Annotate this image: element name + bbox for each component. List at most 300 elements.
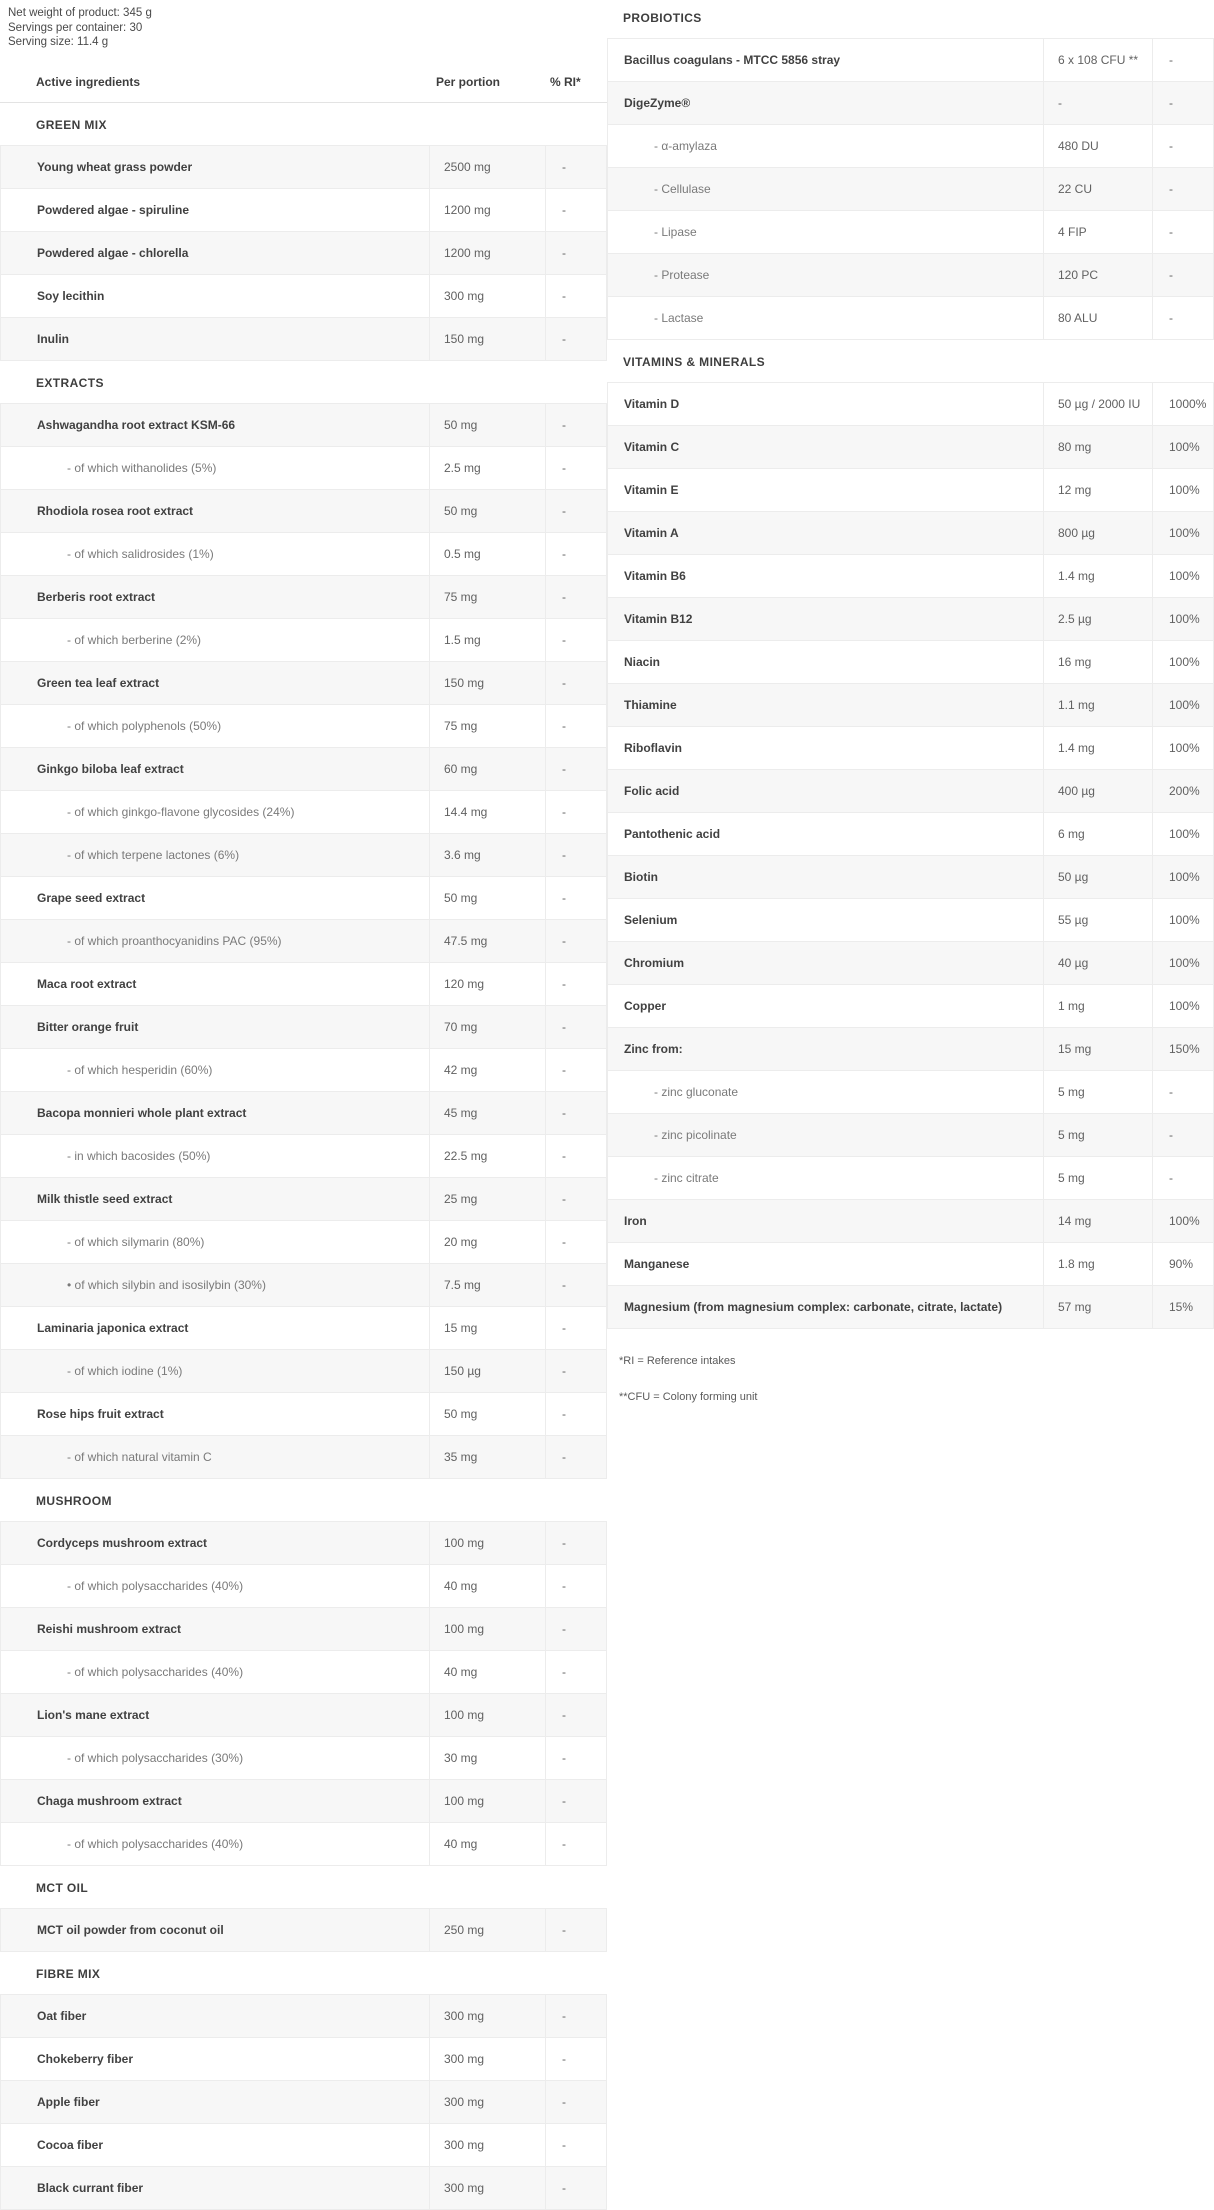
ingredient-row xyxy=(608,297,1213,340)
ingredient-ri: 100% xyxy=(1152,512,1213,554)
ingredient-ri: - xyxy=(545,1135,606,1177)
ingredient-amount: 14 mg xyxy=(1043,1200,1152,1242)
ingredient-row xyxy=(1,834,606,877)
ingredient-row xyxy=(1,490,606,533)
ingredient-amount: 1.1 mg xyxy=(1043,684,1152,726)
ingredient-row xyxy=(1,1092,606,1135)
ingredient-name: - of which natural vitamin C xyxy=(67,1449,212,1464)
ingredient-amount: 150 µg xyxy=(429,1350,545,1392)
ingredient-amount: 1.8 mg xyxy=(1043,1243,1152,1285)
ingredient-ri: - xyxy=(545,1307,606,1349)
ingredient-amount: 2500 mg xyxy=(429,146,545,188)
ingredient-name: - zinc picolinate xyxy=(654,1128,737,1142)
ingredient-ri: 100% xyxy=(1152,899,1213,941)
ingredient-name: Riboflavin xyxy=(624,741,683,755)
ingredient-amount: 55 µg xyxy=(1043,899,1152,941)
ingredient-name: Ginkgo biloba leaf extract xyxy=(37,761,184,776)
ingredient-name: Chokeberry fiber xyxy=(37,2051,134,2066)
ingredient-amount: 150 mg xyxy=(429,662,545,704)
ingredient-row xyxy=(1,1264,606,1307)
ingredient-ri: - xyxy=(545,748,606,790)
ingredient-name: Milk thistle seed extract xyxy=(37,1191,173,1206)
ingredient-row xyxy=(1,447,606,490)
ingredient-name: Magnesium (from magnesium complex: carbonate, citrate, lactate) xyxy=(624,1300,1003,1314)
ingredient-name: Zinc from: xyxy=(624,1042,683,1056)
ingredient-name: Maca root extract xyxy=(37,976,137,991)
ingredient-row xyxy=(1,1006,606,1049)
ingredient-amount: 5 mg xyxy=(1043,1157,1152,1199)
net-weight-text: Net weight of product: 345 g xyxy=(8,7,152,19)
ingredient-amount: 1200 mg xyxy=(429,189,545,231)
ingredient-name: - of which terpene lactones (6%) xyxy=(67,847,240,862)
ingredient-name: - of which proanthocyanidins PAC (95%) xyxy=(67,933,282,948)
ingredient-ri: - xyxy=(545,404,606,446)
ingredient-ri: 90% xyxy=(1152,1243,1213,1285)
ingredient-row xyxy=(1,920,606,963)
ingredient-row xyxy=(1,146,606,189)
ingredient-row xyxy=(1,877,606,920)
ingredient-row xyxy=(1,791,606,834)
ingredient-row xyxy=(608,813,1213,856)
column-header-per-portion: Per portion xyxy=(436,74,501,89)
ingredient-amount: 50 µg xyxy=(1043,856,1152,898)
ingredient-ri: - xyxy=(545,1522,606,1564)
ingredient-row xyxy=(608,426,1213,469)
footnotes xyxy=(607,1355,1214,1403)
ingredient-amount: 1.4 mg xyxy=(1043,727,1152,769)
ingredient-row xyxy=(1,576,606,619)
ingredient-ri: - xyxy=(545,1049,606,1091)
ingredient-ri: - xyxy=(545,275,606,317)
ingredient-ri: - xyxy=(545,1651,606,1693)
ingredient-name: Ashwagandha root extract KSM-66 xyxy=(37,417,236,432)
ingredient-amount: 80 mg xyxy=(1043,426,1152,468)
ingredient-name: - of which ginkgo-flavone glycosides (24%) xyxy=(67,804,295,819)
ingredient-row xyxy=(608,899,1213,942)
ingredient-ri: - xyxy=(545,1092,606,1134)
ingredient-ri: - xyxy=(1152,211,1213,253)
ingredient-ri: - xyxy=(545,533,606,575)
ingredient-row xyxy=(608,684,1213,727)
ingredient-row xyxy=(608,254,1213,297)
ingredient-ri: - xyxy=(545,834,606,876)
ingredient-amount: 40 mg xyxy=(429,1651,545,1693)
ingredient-name: Iron xyxy=(624,1214,647,1228)
ingredient-ri: - xyxy=(545,619,606,661)
ingredient-row xyxy=(1,1135,606,1178)
ingredient-amount: 4 FIP xyxy=(1043,211,1152,253)
ingredient-amount: 42 mg xyxy=(429,1049,545,1091)
ingredient-name: - of which salidrosides (1%) xyxy=(67,546,214,561)
column-header-ri: % RI* xyxy=(550,74,581,89)
ingredient-amount: 60 mg xyxy=(429,748,545,790)
ingredient-name: Powdered algae - spiruline xyxy=(37,202,190,217)
ingredient-row xyxy=(1,1780,606,1823)
ingredient-amount: 0.5 mg xyxy=(429,533,545,575)
ingredient-name: - zinc citrate xyxy=(654,1171,719,1185)
ingredient-ri: - xyxy=(545,1737,606,1779)
ingredient-amount: 2.5 µg xyxy=(1043,598,1152,640)
ingredient-amount: 1.4 mg xyxy=(1043,555,1152,597)
ingredient-ri: 15% xyxy=(1152,1286,1213,1328)
ingredient-row xyxy=(608,1243,1213,1286)
ingredient-amount: 50 mg xyxy=(429,490,545,532)
ingredient-amount: 300 mg xyxy=(429,275,545,317)
ingredient-amount: 75 mg xyxy=(429,705,545,747)
ingredient-row xyxy=(608,39,1213,82)
ingredient-name: Bacillus coagulans - MTCC 5856 stray xyxy=(624,53,841,67)
ingredient-row xyxy=(608,383,1213,426)
ingredient-amount: 300 mg xyxy=(429,2124,545,2166)
ingredient-name: - of which berberine (2%) xyxy=(67,632,202,647)
ingredient-amount: 50 µg / 2000 IU xyxy=(1043,383,1152,425)
ingredient-name: Thiamine xyxy=(624,698,677,712)
ingredient-row xyxy=(1,275,606,318)
ingredient-ri: - xyxy=(545,1350,606,1392)
ingredient-row xyxy=(608,512,1213,555)
ingredient-ri: 200% xyxy=(1152,770,1213,812)
servings-per-container-text: Servings per container: 30 xyxy=(8,21,143,34)
column-header-active-ingredients: Active ingredients xyxy=(36,74,141,89)
ingredient-name: Soy lecithin xyxy=(37,288,105,303)
ingredient-amount: 16 mg xyxy=(1043,641,1152,683)
ingredient-name: - of which polysaccharides (40%) xyxy=(67,1664,244,1679)
ingredient-amount: 5 mg xyxy=(1043,1114,1152,1156)
ingredient-name: Cordyceps mushroom extract xyxy=(37,1535,208,1550)
ingredient-table xyxy=(0,145,607,361)
ingredient-name: Berberis root extract xyxy=(37,589,156,604)
footnote-cfu: **CFU = Colony forming unit xyxy=(619,1391,758,1403)
ingredient-name: DigeZyme® xyxy=(624,96,691,110)
ingredient-name: - of which withanolides (5%) xyxy=(67,460,217,475)
ingredient-amount: 120 mg xyxy=(429,963,545,1005)
ingredient-amount: 150 mg xyxy=(429,318,545,360)
ingredient-amount: 100 mg xyxy=(429,1522,545,1564)
ingredient-ri: 100% xyxy=(1152,813,1213,855)
ingredient-ri: - xyxy=(545,1823,606,1865)
ingredient-ri: - xyxy=(1152,1114,1213,1156)
ingredient-ri: - xyxy=(545,963,606,1005)
ingredient-ri: - xyxy=(1152,297,1213,339)
ingredient-ri: - xyxy=(545,2038,606,2080)
ingredient-name: Copper xyxy=(624,999,666,1013)
section-title-vitamins-minerals: VITAMINS & MINERALS xyxy=(623,355,766,369)
ingredient-ri: - xyxy=(545,490,606,532)
ingredient-ri: - xyxy=(545,1909,606,1951)
ingredient-row xyxy=(1,1694,606,1737)
section-title-mushroom: MUSHROOM xyxy=(36,1493,112,1508)
ingredient-row xyxy=(1,1307,606,1350)
ingredient-name: Apple fiber xyxy=(37,2094,100,2109)
ingredient-ri: - xyxy=(545,1565,606,1607)
ingredient-amount: 45 mg xyxy=(429,1092,545,1134)
ingredient-table xyxy=(0,403,607,1479)
ingredient-name: - Lactase xyxy=(654,311,704,325)
ingredient-ri: - xyxy=(545,2081,606,2123)
ingredient-amount: 6 mg xyxy=(1043,813,1152,855)
ingredient-row xyxy=(608,1200,1213,1243)
ingredient-name: - of which hesperidin (60%) xyxy=(67,1062,213,1077)
ingredient-amount: 1.5 mg xyxy=(429,619,545,661)
ingredient-ri: - xyxy=(1152,168,1213,210)
table-header xyxy=(0,62,607,102)
ingredient-name: Bitter orange fruit xyxy=(37,1019,139,1034)
ingredient-ri: - xyxy=(545,1694,606,1736)
ingredient-name: • of which silybin and isosilybin (30%) xyxy=(67,1277,266,1292)
ingredient-name: Folic acid xyxy=(624,784,680,798)
ingredient-name: Selenium xyxy=(624,913,678,927)
ingredient-ri: 150% xyxy=(1152,1028,1213,1070)
ingredient-name: Chromium xyxy=(624,956,684,970)
ingredient-name: - of which polysaccharides (40%) xyxy=(67,1578,244,1593)
ingredient-name: Chaga mushroom extract xyxy=(37,1793,182,1808)
ingredient-ri: - xyxy=(1152,39,1213,81)
ingredient-amount: 12 mg xyxy=(1043,469,1152,511)
ingredient-amount: 20 mg xyxy=(429,1221,545,1263)
ingredient-row xyxy=(1,2124,606,2167)
ingredient-row xyxy=(608,1114,1213,1157)
ingredient-ri: - xyxy=(545,576,606,618)
ingredient-amount: 6 x 108 CFU ** xyxy=(1043,39,1152,81)
ingredient-amount: - xyxy=(1043,82,1152,124)
ingredient-name: Niacin xyxy=(624,655,661,669)
ingredient-amount: 75 mg xyxy=(429,576,545,618)
ingredient-row xyxy=(1,1565,606,1608)
ingredient-amount: 22.5 mg xyxy=(429,1135,545,1177)
ingredient-amount: 250 mg xyxy=(429,1909,545,1951)
ingredient-amount: 14.4 mg xyxy=(429,791,545,833)
ingredient-row xyxy=(608,82,1213,125)
ingredient-name: Lion's mane extract xyxy=(37,1707,150,1722)
ingredient-row xyxy=(1,963,606,1006)
ingredient-ri: - xyxy=(545,1006,606,1048)
ingredient-ri: - xyxy=(1152,1071,1213,1113)
ingredient-row xyxy=(1,1393,606,1436)
ingredient-amount: 30 mg xyxy=(429,1737,545,1779)
ingredient-ri: - xyxy=(545,146,606,188)
ingredient-name: - zinc gluconate xyxy=(654,1085,739,1099)
ingredient-row xyxy=(608,1157,1213,1200)
ingredient-amount: 25 mg xyxy=(429,1178,545,1220)
right-column xyxy=(607,0,1214,1403)
ingredient-name: Young wheat grass powder xyxy=(37,159,193,174)
ingredient-row xyxy=(608,641,1213,684)
ingredient-ri: - xyxy=(545,1608,606,1650)
ingredient-row xyxy=(608,856,1213,899)
ingredient-name: Cocoa fiber xyxy=(37,2137,104,2152)
ingredient-row xyxy=(1,1737,606,1780)
ingredient-ri: 100% xyxy=(1152,426,1213,468)
ingredient-row xyxy=(1,404,606,447)
ingredient-amount: 40 mg xyxy=(429,1565,545,1607)
ingredient-ri: - xyxy=(545,1995,606,2037)
ingredient-ri: 100% xyxy=(1152,942,1213,984)
ingredient-amount: 300 mg xyxy=(429,2167,545,2209)
ingredient-name: - of which polysaccharides (30%) xyxy=(67,1750,244,1765)
ingredient-name: - in which bacosides (50%) xyxy=(67,1148,211,1163)
ingredient-ri: - xyxy=(545,1436,606,1478)
ingredient-row xyxy=(1,2038,606,2081)
ingredient-ri: - xyxy=(545,1780,606,1822)
ingredient-ri: - xyxy=(545,232,606,274)
ingredient-ri: - xyxy=(545,2124,606,2166)
ingredient-name: Laminaria japonica extract xyxy=(37,1320,189,1335)
ingredient-amount: 50 mg xyxy=(429,1393,545,1435)
section-title-extracts: EXTRACTS xyxy=(36,375,104,390)
ingredient-ri: - xyxy=(1152,125,1213,167)
ingredient-ri: - xyxy=(545,791,606,833)
ingredient-amount: 100 mg xyxy=(429,1780,545,1822)
ingredient-row xyxy=(608,125,1213,168)
ingredient-amount: 40 mg xyxy=(429,1823,545,1865)
ingredient-amount: 1200 mg xyxy=(429,232,545,274)
ingredient-table xyxy=(0,1908,607,1952)
section-title-mct-oil: MCT OIL xyxy=(36,1880,89,1895)
ingredient-row xyxy=(608,1028,1213,1071)
ingredient-ri: - xyxy=(545,1264,606,1306)
ingredient-row xyxy=(1,533,606,576)
ingredient-ri: 100% xyxy=(1152,641,1213,683)
ingredient-ri: 100% xyxy=(1152,469,1213,511)
ingredient-ri: 100% xyxy=(1152,598,1213,640)
ingredient-name: Pantothenic acid xyxy=(624,827,721,841)
ingredient-row xyxy=(608,770,1213,813)
ingredient-row xyxy=(1,1178,606,1221)
ingredient-ri: - xyxy=(545,920,606,962)
ingredient-name: Vitamin A xyxy=(624,526,679,540)
ingredient-row xyxy=(1,1522,606,1565)
ingredient-name: MCT oil powder from coconut oil xyxy=(37,1922,224,1937)
ingredient-name: Black currant fiber xyxy=(37,2180,144,2195)
ingredient-name: Vitamin B6 xyxy=(624,569,686,583)
ingredient-row xyxy=(1,705,606,748)
ingredient-ri: - xyxy=(1152,82,1213,124)
ingredient-row xyxy=(1,662,606,705)
ingredient-amount: 300 mg xyxy=(429,2038,545,2080)
section-title-probiotics: PROBIOTICS xyxy=(623,11,702,25)
ingredient-name: - of which polysaccharides (40%) xyxy=(67,1836,244,1851)
ingredient-amount: 2.5 mg xyxy=(429,447,545,489)
ingredient-table xyxy=(607,382,1214,1329)
ingredient-amount: 7.5 mg xyxy=(429,1264,545,1306)
ingredient-amount: 70 mg xyxy=(429,1006,545,1048)
ingredient-row xyxy=(608,942,1213,985)
ingredient-ri: 100% xyxy=(1152,985,1213,1027)
ingredient-row xyxy=(1,2167,606,2210)
ingredient-ri: - xyxy=(545,1393,606,1435)
ingredient-row xyxy=(608,985,1213,1028)
ingredient-name: Grape seed extract xyxy=(37,890,146,905)
ingredient-row xyxy=(1,748,606,791)
right-sections xyxy=(607,0,1214,1329)
ingredient-amount: 57 mg xyxy=(1043,1286,1152,1328)
ingredient-row xyxy=(1,1350,606,1393)
ingredient-ri: 100% xyxy=(1152,1200,1213,1242)
ingredient-name: - of which iodine (1%) xyxy=(67,1363,183,1378)
ingredient-ri: - xyxy=(545,2167,606,2209)
ingredient-ri: 100% xyxy=(1152,856,1213,898)
ingredient-name: Vitamin B12 xyxy=(624,612,693,626)
ingredient-amount: 300 mg xyxy=(429,2081,545,2123)
ingredient-row xyxy=(1,1221,606,1264)
ingredient-name: Vitamin C xyxy=(624,440,680,454)
ingredient-amount: 300 mg xyxy=(429,1995,545,2037)
product-info xyxy=(0,0,607,50)
ingredient-amount: 100 mg xyxy=(429,1608,545,1650)
ingredient-row xyxy=(1,1049,606,1092)
ingredient-amount: 400 µg xyxy=(1043,770,1152,812)
ingredient-row xyxy=(608,555,1213,598)
ingredient-name: Inulin xyxy=(37,331,69,346)
ingredient-amount: 120 PC xyxy=(1043,254,1152,296)
ingredient-amount: 35 mg xyxy=(429,1436,545,1478)
ingredient-name: Powdered algae - chlorella xyxy=(37,245,189,260)
serving-size-text: Serving size: 11.4 g xyxy=(8,36,109,48)
ingredient-name: Rhodiola rosea root extract xyxy=(37,503,194,518)
ingredient-ri: - xyxy=(1152,254,1213,296)
ingredient-amount: 1 mg xyxy=(1043,985,1152,1027)
ingredient-amount: 480 DU xyxy=(1043,125,1152,167)
ingredient-name: - Cellulase xyxy=(654,182,711,196)
ingredient-row xyxy=(608,211,1213,254)
ingredient-name: Reishi mushroom extract xyxy=(37,1621,182,1636)
ingredient-row xyxy=(1,1995,606,2038)
ingredient-row xyxy=(1,318,606,361)
ingredient-ri: - xyxy=(545,1178,606,1220)
ingredient-row xyxy=(1,232,606,275)
ingredient-amount: 100 mg xyxy=(429,1694,545,1736)
ingredient-name: Rose hips fruit extract xyxy=(37,1406,164,1421)
ingredient-row xyxy=(1,1909,606,1952)
ingredient-row xyxy=(1,1651,606,1694)
ingredient-ri: - xyxy=(545,877,606,919)
ingredient-ri: 100% xyxy=(1152,727,1213,769)
ingredient-amount: 15 mg xyxy=(429,1307,545,1349)
ingredient-row xyxy=(608,1071,1213,1114)
ingredient-amount: 800 µg xyxy=(1043,512,1152,554)
ingredient-table xyxy=(0,1994,607,2210)
ingredient-ri: - xyxy=(545,705,606,747)
ingredient-ri: - xyxy=(1152,1157,1213,1199)
ingredient-name: Biotin xyxy=(624,870,658,884)
ingredient-ri: - xyxy=(545,318,606,360)
ingredient-ri: - xyxy=(545,447,606,489)
ingredient-ri: 1000% xyxy=(1152,383,1213,425)
section-title-green-mix: GREEN MIX xyxy=(36,117,107,132)
ingredient-amount: 22 CU xyxy=(1043,168,1152,210)
ingredient-ri: - xyxy=(545,189,606,231)
ingredient-name: Vitamin E xyxy=(624,483,679,497)
ingredient-amount: 15 mg xyxy=(1043,1028,1152,1070)
ingredient-row xyxy=(1,1823,606,1866)
ingredient-name: - α-amylaza xyxy=(654,139,717,153)
ingredient-name: Manganese xyxy=(624,1257,690,1271)
ingredient-row xyxy=(1,189,606,232)
ingredient-amount: 50 mg xyxy=(429,877,545,919)
ingredient-amount: 40 µg xyxy=(1043,942,1152,984)
ingredient-row xyxy=(608,727,1213,770)
ingredient-name: Oat fiber xyxy=(37,2008,87,2023)
ingredient-name: - Lipase xyxy=(654,225,697,239)
ingredient-name: - of which polyphenols (50%) xyxy=(67,718,222,733)
ingredient-amount: 80 ALU xyxy=(1043,297,1152,339)
ingredient-amount: 3.6 mg xyxy=(429,834,545,876)
ingredient-row xyxy=(608,168,1213,211)
section-title-fibre-mix: FIBRE MIX xyxy=(36,1966,101,1981)
ingredient-name: Vitamin D xyxy=(624,397,680,411)
ingredient-table xyxy=(607,38,1214,340)
ingredient-row xyxy=(608,598,1213,641)
